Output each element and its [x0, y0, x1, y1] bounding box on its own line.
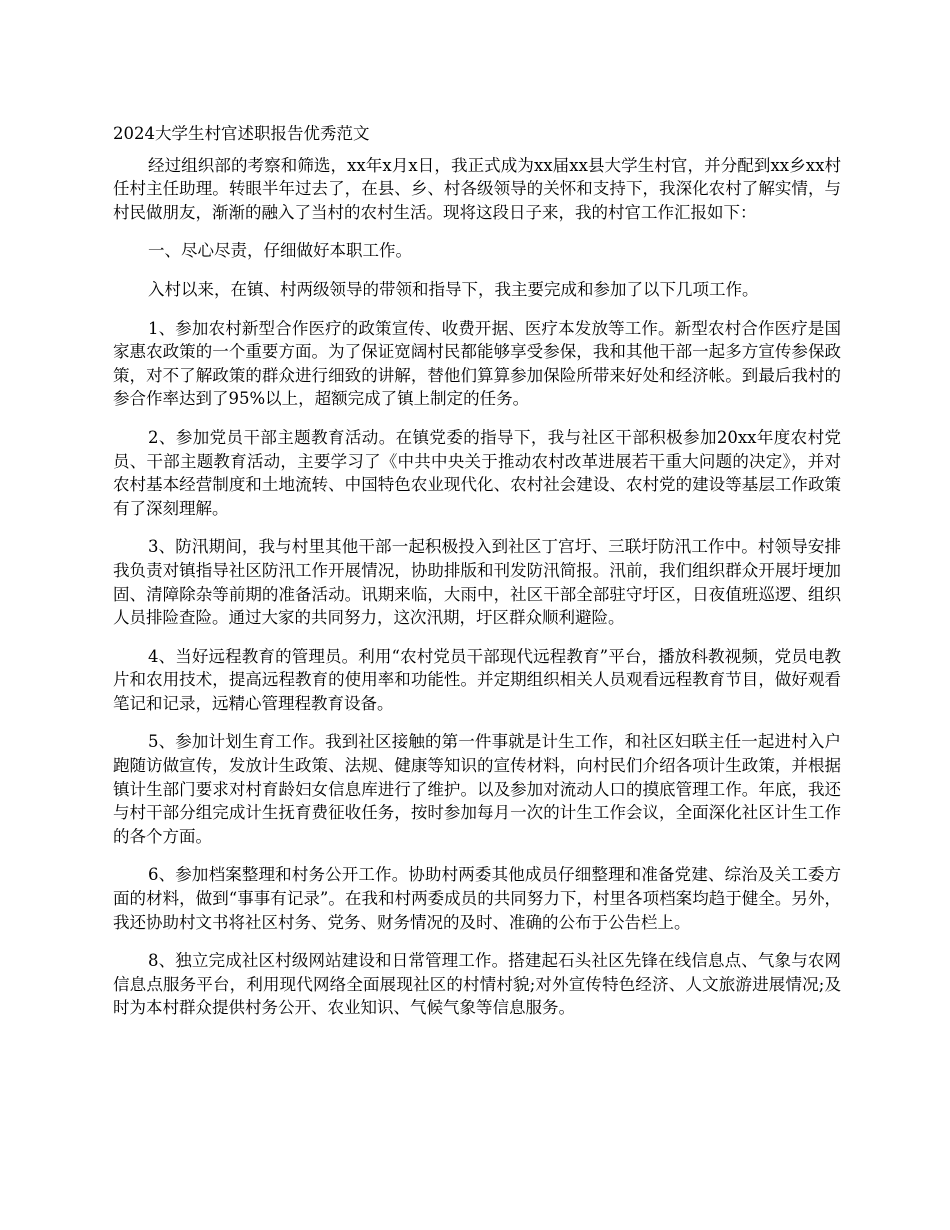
paragraph-item-8: 8、独立完成社区村级网站建设和日常管理工作。搭建起石头社区先锋在线信息点、气象与农网信息点服务平台，利用现代网络全面展现社区的村情村貌;对外宣传特色经济、人文旅游进展情况;及时为本村群众提供村务公开、农业知识、气候气象等信息服务。 — [113, 951, 841, 1018]
paragraph-section-intro: 入村以来，在镇、村两级领导的带领和指导下，我主要完成和参加了以下几项工作。 — [148, 279, 759, 299]
paragraph-item-4: 4、当好远程教育的管理员。利用“农村党员干部现代远程教育”平台，播放科教视频，党员电教片和农用技术，提高远程教育的使用率和功能性。并定期组织相关人员观看远程教育节目，做好观看笔记和记录，远精心管理程教育设备。 — [113, 646, 841, 713]
paragraph-item-1: 1、参加农村新型合作医疗的政策宣传、收费开据、医疗本发放等工作。新型农村合作医疗是国家惠农政策的一个重要方面。为了保证宽阔村民都能够享受参保，我和其他干部一起多方宣传参保政策，对不了解政策的群众进行细致的讲解，替他们算算参加保险所带来好处和经济帐。到最后我村的参合作率达到了95%以上，超额完成了镇上制定的任务。 — [113, 318, 841, 409]
section-heading-1: 一、尽心尽责，仔细做好本职工作。 — [148, 241, 412, 261]
paragraph-item-6: 6、参加档案整理和村务公开工作。协助村两委其他成员仔细整理和准备党建、综治及关工委方面的材料，做到“事事有记录”。在我和村两委成员的共同努力下，村里各项档案均趋于健全。另外，我还协助村文书将社区村务、党务、财务情况的及时、准确的公布于公告栏上。 — [113, 865, 841, 932]
document-title: 2024大学生村官述职报告优秀范文 — [113, 124, 370, 143]
paragraph-item-3: 3、防汛期间，我与村里其他干部一起积极投入到社区丁宫圩、三联圩防汛工作中。村领导安排我负责对镇指导社区防汛工作开展情况，协助排版和刊发防汛简报。汛前，我们组织群众开展圩埂加固、清障除杂等前期的准备活动。讯期来临，大雨中，社区干部全部驻守圩区，日夜值班巡逻、组织人员排险查险。通过大家的共同努力，这次汛期，圩区群众顺利避险。 — [113, 537, 841, 628]
paragraph-item-2: 2、参加党员干部主题教育活动。在镇党委的指导下，我与社区干部积极参加20xx年度农村党员、干部主题教育活动，主要学习了《中共中央关于推动农村改革进展若干重大问题的决定》，并对农村基本经营制度和土地流转、中国特色农业现代化、农村社会建设、农村党的建设等基层工作政策有了深刻理解。 — [113, 427, 841, 518]
paragraph-intro: 经过组织部的考察和筛选，xx年x月x日，我正式成为xx届xx县大学生村官，并分配到xx乡xx村任村主任助理。转眼半年过去了，在县、乡、村各级领导的关怀和支持下，我深化农村了解实情，与村民做朋友，渐渐的融入了当村的农村生活。现将这段日子来，我的村官工作汇报如下： — [113, 155, 841, 222]
paragraph-item-5: 5、参加计划生育工作。我到社区接触的第一件事就是计生工作，和社区妇联主任一起进村入户跑随访做宣传，发放计生政策、法规、健康等知识的宣传材料，向村民们介绍各项计生政策，并根据镇计生部门要求对村育龄妇女信息库进行了维护。以及参加对流动人口的摸底管理工作。年底，我还与村干部分组完成计生抚育费征收任务，按时参加每月一次的计生工作会议，全面深化社区计生工作的各个方面。 — [113, 732, 841, 846]
document-body — [113, 122, 841, 1035]
